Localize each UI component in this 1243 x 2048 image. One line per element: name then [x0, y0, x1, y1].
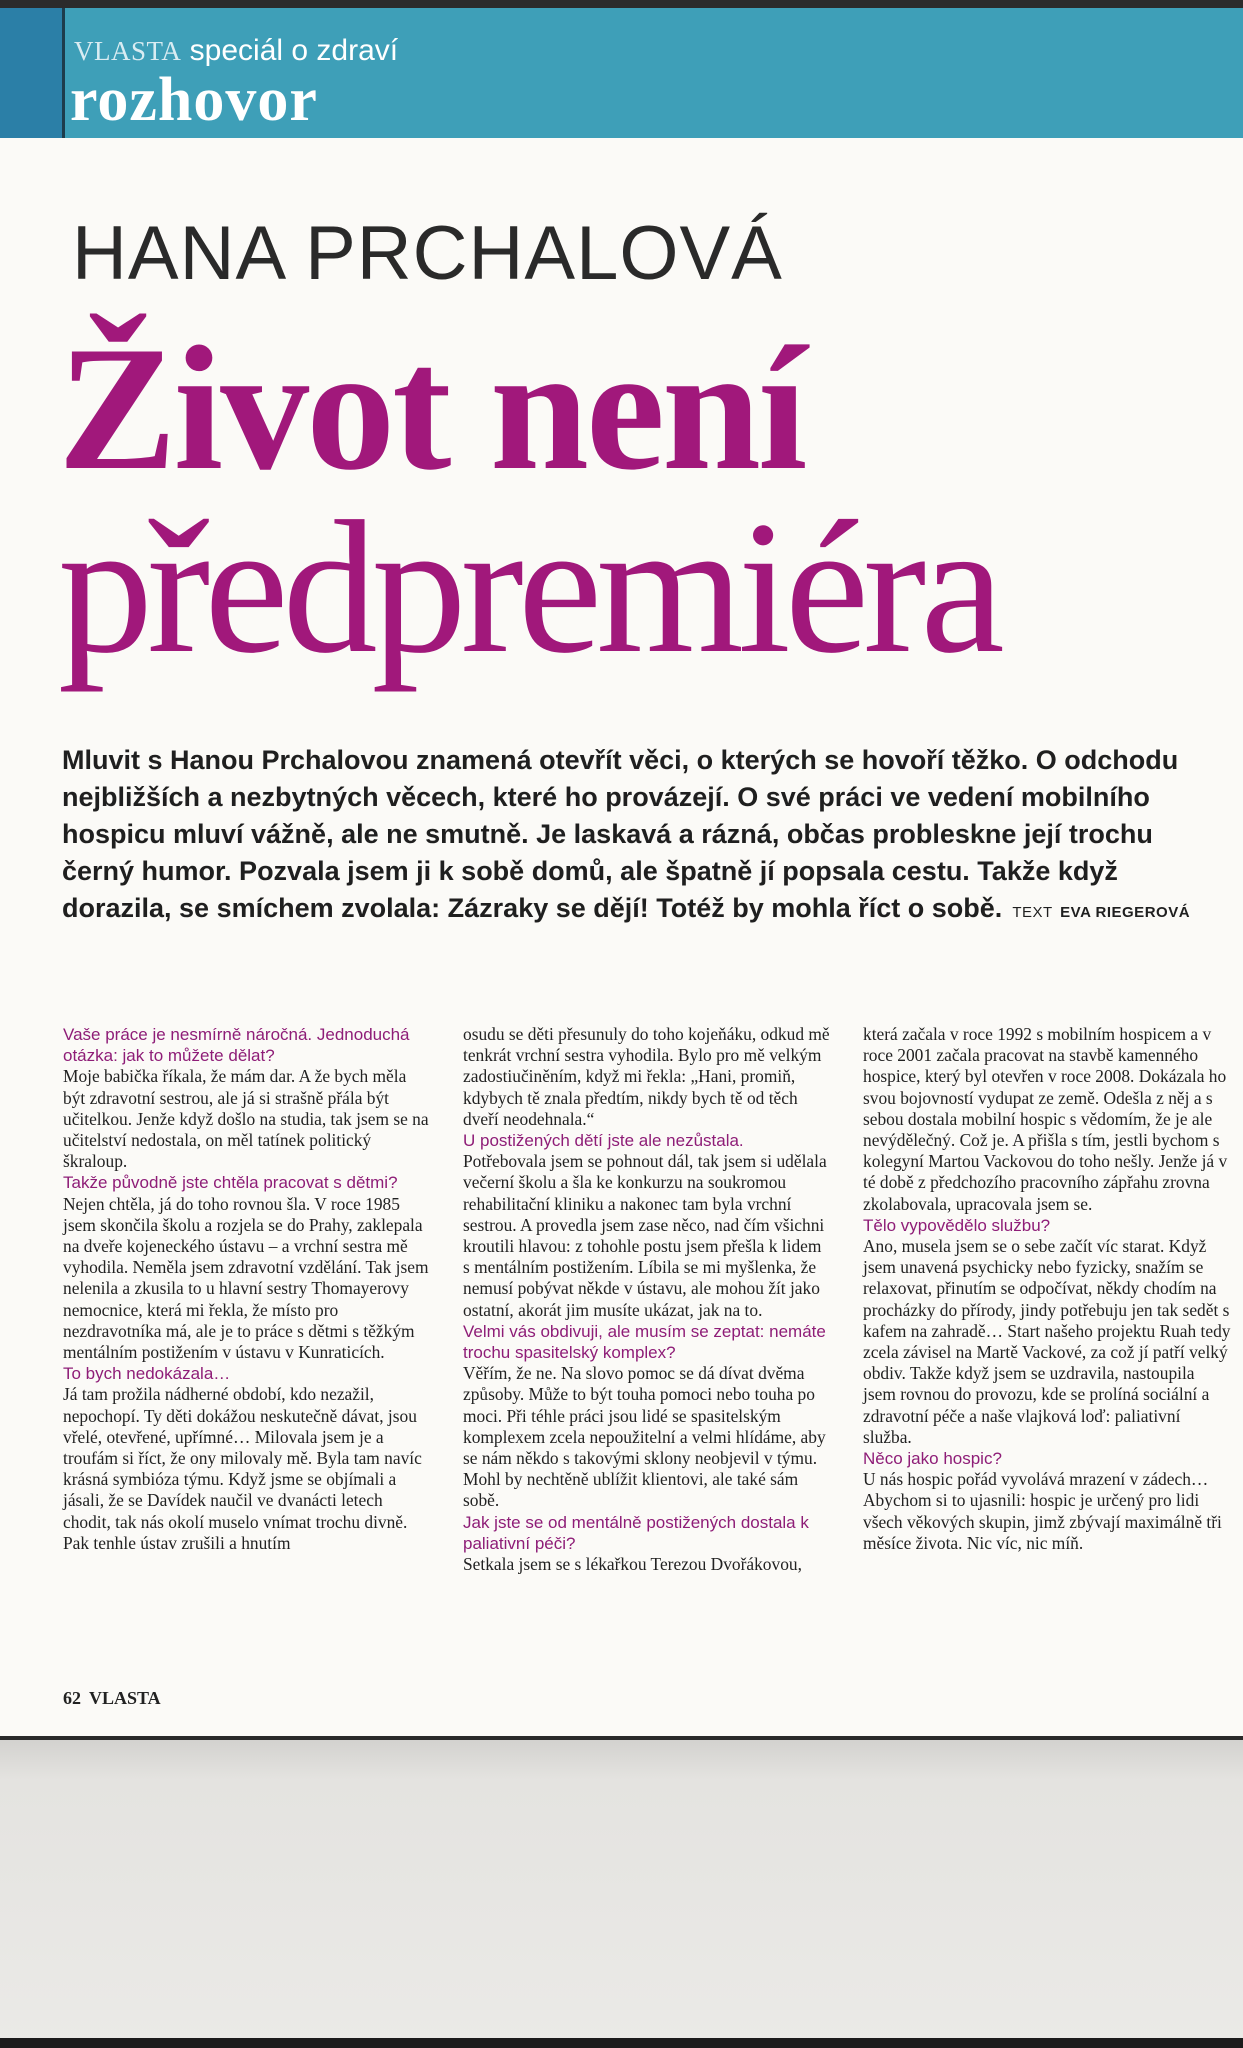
text-column-2 — [463, 1024, 831, 1575]
page-number: 62 — [63, 1688, 81, 1708]
interview-answer: Já tam prožila nádherné období, kdo nezažil, nepochopí. Ty děti dokážou neskutečně dávat, jsou vřelé, otevřené, upřímné… Milovala jsem je a troufám si říct, že ony milovaly mě. Byla tam navíc krásná symbióza týmu. Když jsme se objímali a jásali, že se Davídek naučil ve dvanácti letech chodit, tak nás okolí muselo vnímat trochu divně. Pak tenhle ústav zrušili a hnutím — [63, 1384, 422, 1553]
lead-text: Mluvit s Hanou Prchalovou znamená otevřít věci, o kterých se hovoří těžko. O odchodu nejbližších a nezbytných věcech, které ho provázejí. O své práci ve vedení mobilního hospicu mluví vážně, ale ne smutně. Je laskavá a rázná, občas probleskne její trochu černý humor. Pozvala jsem ji k sobě domů, ale špatně jí popsala cestu. Takže když dorazila, se smíchem zvolala: Zázraky se dějí! Totéž by mohla říct o sobě. — [62, 745, 1179, 923]
interview-answer: která začala v roce 1992 s mobilním hospicem a v roce 2001 začala pracovat na stavbě kamenného hospice, který byl otevřen v roce 2008. Dokázala ho svou bojovností vydupat ze země. Odešla z něj a s sebou dostala mobilní hospic s vědomím, že je ale nevýdělečný. Což je. A přišla s tím, jestli bychom s kolegyní Martou Vackovou do toho nešly. Jenže já v té době z předchozího pracovního zápřahu zrovna zkolabovala, upracovala jsem se. — [863, 1024, 1228, 1214]
interviewee-name: HANA PRCHALOVÁ — [72, 211, 783, 296]
interview-answer: Ano, musela jsem se o sebe začít víc starat. Když jsem unavená psychicky nebo fyzicky, snažím se relaxovat, přinutím se odpočívat, někdy chodím na procházky do přírody, jindy potřebuju jen tak sedět s kafem na zahradě… Start našeho projektu Ruah tedy zcela závisel na Martě Vackové, za což jí patří velký obdiv. Takže když jsem se uzdravila, nastoupila jsem rovnou do provozu, kde se prolíná sociální a zdravotní péče a naše vlajková loď: paliativní služba. — [863, 1236, 1231, 1447]
interview-answer: Nejen chtěla, já do toho rovnou šla. V roce 1985 jsem skončila školu a rozjela se do Prahy, zaklepala na dveře kojeneckého ústavu – a vrchní sestra mě vyhodila. Neměla jsem zdravotní vzdělání. Tak jsem nelenila a zkusila to u hlavní sestry Thomayerovy nemocnice, která mi řekla, že místo pro nezdravotníka má, ale je to práce s dětmi s těžkým mentálním postižením v ústavu v Kunraticích. — [63, 1193, 429, 1363]
interview-question: Takže původně jste chtěla pracovat s dětmi? — [63, 1173, 398, 1193]
scanner-background — [0, 1740, 1243, 2048]
interview-question: Vaše práce je nesmírně náročná. Jednoduchá otázka: jak to můžete dělat? — [63, 1025, 410, 1066]
interview-question: U postižených dětí jste ale nezůstala. — [463, 1131, 744, 1151]
interview-answer: osudu se děti přesunuly do toho kojeňáku, odkud mě tenkrát vrchní sestra vyhodila. Bylo pro mě velkým zadostiučiněním, když mi řekla: „Hani, promiň, kdybych tě znala předtím, nikdy bych tě od těch dveří neodehnala.“ — [463, 1024, 830, 1129]
interview-answer: U nás hospic pořád vyvolává mrazení v zádech… Abychom si to ujasnili: hospic je určený pro lidi všech věkových skupin, jimž zbývají maximálně tři měsíce života. Nic víc, nic míň. — [863, 1469, 1222, 1553]
byline-author: EVA RIEGEROVÁ — [1060, 904, 1191, 921]
interview-question: Velmi vás obdivuji, ale musím se zeptat: nemáte trochu spasitelský komplex? — [463, 1321, 826, 1363]
interview-answer: Moje babička říkala, že mám dar. A že bych měla být zdravotní sestrou, ale já si strašně přála být učitelkou. Jenže když došlo na studia, tak jsem se na učitelství nedostala, on měl tatínek politický škraloup. — [63, 1066, 429, 1172]
article-lead — [62, 742, 1212, 931]
top-edge-strip — [0, 0, 1243, 8]
page-footer — [63, 1688, 161, 1709]
section-name: speciál o zdraví — [181, 34, 399, 67]
interview-answer: Věřím, že ne. Na slovo pomoc se dá dívat dvěma způsoby. Může to být touha pomoci nebo touha po moci. Při téhle práci jsou lidé se spasitelským komplexem zcela nepoužitelní a velmi hlídáme, aby se nám někdo s takovými sklony neobjevil v týmu. Mohl by nechtěně ublížit klientovi, ale také sám sobě. — [463, 1363, 826, 1511]
interview-question: Tělo vypovědělo službu? — [863, 1215, 1051, 1235]
text-column-3 — [863, 1024, 1231, 1554]
byline-label: TEXT — [1012, 904, 1053, 921]
interview-answer: Setkala jsem se s lékařkou Terezou Dvořákovou, — [463, 1554, 802, 1575]
interview-question: Něco jako hospic? — [863, 1449, 1002, 1469]
interview-answer: Potřebovala jsem se pohnout dál, tak jsem si udělala večerní školu a šla ke konkurzu na soukromou rehabilitační kliniku a nakonec tam byla vrchní sestrou. A provedla jsem zase něco, nad čím všichni kroutili hlavou: z tohohle postu jsem přešla k lidem s mentálním postižením. Líbila se mi myšlenka, že nemusí pobývat někde v ústavu, ale mohou žít jako ostatní, akorát jim musíte ukázat, jak na to. — [463, 1151, 827, 1320]
interview-question: Jak jste se od mentálně postižených dostala k paliativní péči? — [463, 1512, 809, 1553]
scanner-bottom-edge — [0, 2038, 1243, 2048]
footer-magazine-name: VLASTA — [89, 1688, 161, 1708]
interview-question: To bych nedokázala… — [63, 1364, 231, 1384]
magazine-brand: VLASTA — [74, 36, 182, 66]
headline-line-2: předpremiéra — [58, 483, 999, 693]
headline-line-1: Život není — [58, 309, 805, 507]
text-column-1 — [63, 1024, 431, 1554]
section-category: rozhovor — [70, 66, 318, 134]
section-label — [74, 34, 398, 68]
header-divider — [62, 8, 65, 138]
article-headline — [58, 309, 999, 693]
header-color-block — [0, 8, 62, 138]
